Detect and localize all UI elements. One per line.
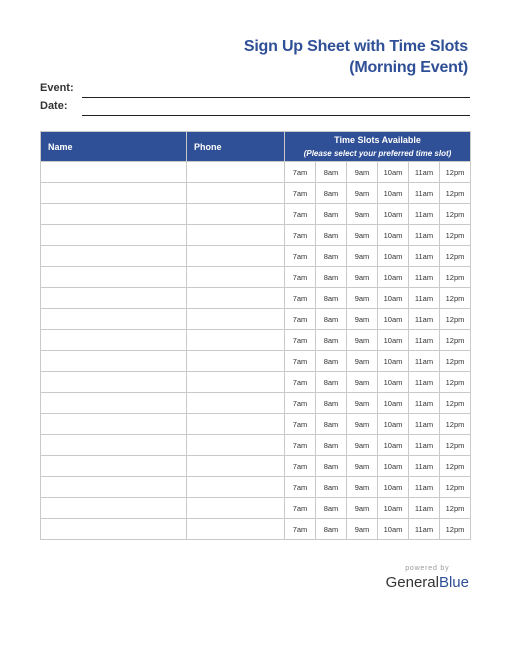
time-slot-cell[interactable]: 10am: [378, 351, 409, 372]
time-slot-cell[interactable]: 12pm: [440, 309, 471, 330]
time-slot-cell[interactable]: 10am: [378, 330, 409, 351]
time-slot-cell[interactable]: 8am: [316, 456, 347, 477]
title-line-2: (Morning Event): [349, 59, 468, 76]
time-slot-cell[interactable]: 11am: [409, 225, 440, 246]
time-slot-cell[interactable]: 10am: [378, 414, 409, 435]
event-field[interactable]: [40, 82, 470, 100]
time-slot-cell[interactable]: 11am: [409, 351, 440, 372]
time-slot-cell[interactable]: 9am: [347, 183, 378, 204]
time-slot-cell[interactable]: 11am: [409, 456, 440, 477]
time-slot-cell[interactable]: 8am: [316, 393, 347, 414]
table-row: [41, 477, 471, 498]
phone-cell[interactable]: [187, 204, 285, 225]
table-row: [41, 330, 471, 351]
phone-cell[interactable]: [187, 477, 285, 498]
footer-branding: [386, 565, 469, 591]
phone-cell[interactable]: [187, 519, 285, 540]
date-field[interactable]: [40, 100, 470, 118]
name-cell[interactable]: [41, 351, 187, 372]
phone-cell[interactable]: [187, 183, 285, 204]
time-slot-cell[interactable]: 10am: [378, 519, 409, 540]
table-row: [41, 414, 471, 435]
time-slot-cell[interactable]: 8am: [316, 498, 347, 519]
time-slot-cell[interactable]: 12pm: [440, 456, 471, 477]
table-row: [41, 246, 471, 267]
phone-cell[interactable]: [187, 267, 285, 288]
name-cell[interactable]: [41, 162, 187, 183]
time-slot-cell[interactable]: 11am: [409, 414, 440, 435]
phone-column-header: Phone: [187, 132, 285, 162]
time-slot-cell[interactable]: 12pm: [440, 414, 471, 435]
table-row: [41, 351, 471, 372]
table-row: [41, 267, 471, 288]
table-row: [41, 288, 471, 309]
name-cell[interactable]: [41, 414, 187, 435]
time-slot-cell[interactable]: 9am: [347, 351, 378, 372]
name-cell[interactable]: [41, 183, 187, 204]
time-slot-cell[interactable]: 10am: [378, 477, 409, 498]
table-row: [41, 372, 471, 393]
time-slot-cell[interactable]: 11am: [409, 498, 440, 519]
time-slot-cell[interactable]: 11am: [409, 477, 440, 498]
time-slot-cell[interactable]: 7am: [285, 162, 316, 183]
table-row: [41, 225, 471, 246]
table-row: [41, 204, 471, 225]
time-slot-cell[interactable]: 8am: [316, 477, 347, 498]
time-slot-cell[interactable]: 11am: [409, 393, 440, 414]
time-slot-cell[interactable]: 7am: [285, 372, 316, 393]
time-slots-subtitle: (Please select your preferred time slot): [303, 148, 452, 158]
time-slot-cell[interactable]: 12pm: [440, 288, 471, 309]
time-slot-cell[interactable]: 7am: [285, 330, 316, 351]
time-slot-cell[interactable]: 9am: [347, 309, 378, 330]
date-label: Date:: [40, 100, 68, 112]
table-row: [41, 393, 471, 414]
phone-cell[interactable]: [187, 498, 285, 519]
time-slot-cell[interactable]: 8am: [316, 414, 347, 435]
time-slot-cell[interactable]: 9am: [347, 456, 378, 477]
time-slot-cell[interactable]: 7am: [285, 456, 316, 477]
time-slot-cell[interactable]: 8am: [316, 330, 347, 351]
time-slot-cell[interactable]: 11am: [409, 183, 440, 204]
name-cell[interactable]: [41, 519, 187, 540]
time-slot-cell[interactable]: 9am: [347, 477, 378, 498]
time-slot-cell[interactable]: 8am: [316, 435, 347, 456]
time-slots-title: Time Slots Available: [334, 134, 421, 145]
table-row: [41, 162, 471, 183]
name-cell[interactable]: [41, 288, 187, 309]
time-slot-cell[interactable]: 8am: [316, 162, 347, 183]
table-row: [41, 309, 471, 330]
phone-cell[interactable]: [187, 309, 285, 330]
time-slot-cell[interactable]: 7am: [285, 246, 316, 267]
time-slot-cell[interactable]: 12pm: [440, 393, 471, 414]
time-slot-cell[interactable]: 10am: [378, 162, 409, 183]
time-slot-cell[interactable]: 10am: [378, 225, 409, 246]
time-slot-cell[interactable]: 7am: [285, 183, 316, 204]
time-slot-cell[interactable]: 9am: [347, 288, 378, 309]
time-slot-cell[interactable]: 12pm: [440, 162, 471, 183]
time-slot-cell[interactable]: 7am: [285, 519, 316, 540]
signup-table: [40, 131, 471, 540]
time-slot-cell[interactable]: 8am: [316, 225, 347, 246]
name-cell[interactable]: [41, 498, 187, 519]
time-slot-cell[interactable]: 12pm: [440, 435, 471, 456]
time-slot-cell[interactable]: 12pm: [440, 330, 471, 351]
time-slot-cell[interactable]: 7am: [285, 393, 316, 414]
name-cell[interactable]: [41, 372, 187, 393]
time-slot-cell[interactable]: 12pm: [440, 267, 471, 288]
time-slot-cell[interactable]: 12pm: [440, 477, 471, 498]
time-slot-cell[interactable]: 11am: [409, 330, 440, 351]
time-slot-cell[interactable]: 7am: [285, 477, 316, 498]
time-slot-cell[interactable]: 7am: [285, 288, 316, 309]
time-slot-cell[interactable]: 12pm: [440, 246, 471, 267]
time-slot-cell[interactable]: 8am: [316, 372, 347, 393]
time-slot-cell[interactable]: 8am: [316, 183, 347, 204]
phone-cell[interactable]: [187, 414, 285, 435]
date-line[interactable]: [82, 114, 470, 116]
time-slot-cell[interactable]: 10am: [378, 498, 409, 519]
time-slot-cell[interactable]: 11am: [409, 267, 440, 288]
time-slot-cell[interactable]: 8am: [316, 351, 347, 372]
time-slot-cell[interactable]: 11am: [409, 162, 440, 183]
name-cell[interactable]: [41, 393, 187, 414]
time-slot-cell[interactable]: 11am: [409, 309, 440, 330]
time-slot-cell[interactable]: 11am: [409, 519, 440, 540]
time-slot-cell[interactable]: 12pm: [440, 372, 471, 393]
time-slot-cell[interactable]: 12pm: [440, 204, 471, 225]
time-slot-cell[interactable]: 9am: [347, 162, 378, 183]
time-slot-cell[interactable]: 11am: [409, 204, 440, 225]
time-slot-cell[interactable]: 9am: [347, 330, 378, 351]
time-slot-cell[interactable]: 11am: [409, 435, 440, 456]
brand-name-part1: General: [385, 574, 439, 591]
name-cell[interactable]: [41, 435, 187, 456]
time-slot-cell[interactable]: 8am: [316, 519, 347, 540]
time-slot-cell[interactable]: 10am: [378, 309, 409, 330]
time-slots-header: [285, 132, 471, 162]
time-slot-cell[interactable]: 10am: [378, 393, 409, 414]
time-slot-cell[interactable]: 11am: [409, 372, 440, 393]
name-cell[interactable]: [41, 477, 187, 498]
time-slot-cell[interactable]: 7am: [285, 267, 316, 288]
time-slot-cell[interactable]: 10am: [378, 372, 409, 393]
time-slot-cell[interactable]: 7am: [285, 435, 316, 456]
time-slot-cell[interactable]: 10am: [378, 204, 409, 225]
phone-cell[interactable]: [187, 372, 285, 393]
time-slot-cell[interactable]: 7am: [285, 351, 316, 372]
time-slot-cell[interactable]: 8am: [316, 204, 347, 225]
time-slot-cell[interactable]: 10am: [378, 246, 409, 267]
brand-logo: [386, 574, 469, 591]
time-slot-cell[interactable]: 8am: [316, 309, 347, 330]
time-slot-cell[interactable]: 8am: [316, 246, 347, 267]
phone-cell[interactable]: [187, 162, 285, 183]
name-cell[interactable]: [41, 204, 187, 225]
time-slot-cell[interactable]: 9am: [347, 246, 378, 267]
time-slot-cell[interactable]: 9am: [347, 225, 378, 246]
time-slot-cell[interactable]: 10am: [378, 435, 409, 456]
time-slot-cell[interactable]: 11am: [409, 288, 440, 309]
time-slot-cell[interactable]: 12pm: [440, 519, 471, 540]
time-slot-cell[interactable]: 10am: [378, 267, 409, 288]
table-row: [41, 456, 471, 477]
time-slot-cell[interactable]: 12pm: [440, 498, 471, 519]
phone-cell[interactable]: [187, 225, 285, 246]
phone-cell[interactable]: [187, 456, 285, 477]
document-title: [244, 36, 468, 78]
time-slot-cell[interactable]: 9am: [347, 498, 378, 519]
time-slot-cell[interactable]: 12pm: [440, 183, 471, 204]
event-line[interactable]: [82, 96, 470, 98]
time-slot-cell[interactable]: 12pm: [440, 225, 471, 246]
time-slot-cell[interactable]: 9am: [347, 267, 378, 288]
time-slot-cell[interactable]: 7am: [285, 498, 316, 519]
phone-cell[interactable]: [187, 351, 285, 372]
event-label: Event:: [40, 82, 74, 94]
name-cell[interactable]: [41, 267, 187, 288]
name-cell[interactable]: [41, 456, 187, 477]
time-slot-cell[interactable]: 8am: [316, 288, 347, 309]
time-slot-cell[interactable]: 8am: [316, 267, 347, 288]
time-slot-cell[interactable]: 9am: [347, 519, 378, 540]
time-slot-cell[interactable]: 9am: [347, 414, 378, 435]
time-slot-cell[interactable]: 11am: [409, 246, 440, 267]
phone-cell[interactable]: [187, 435, 285, 456]
table-body: [41, 162, 471, 540]
name-cell[interactable]: [41, 330, 187, 351]
name-column-header: Name: [41, 132, 187, 162]
powered-by-text: powered by: [405, 565, 450, 572]
time-slot-cell[interactable]: 7am: [285, 414, 316, 435]
time-slot-cell[interactable]: 10am: [378, 183, 409, 204]
phone-cell[interactable]: [187, 288, 285, 309]
phone-cell[interactable]: [187, 330, 285, 351]
table-row: [41, 519, 471, 540]
time-slot-cell[interactable]: 7am: [285, 204, 316, 225]
time-slot-cell[interactable]: 10am: [378, 456, 409, 477]
brand-name-part2: Blue: [438, 574, 469, 591]
phone-cell[interactable]: [187, 246, 285, 267]
table-row: [41, 498, 471, 519]
time-slot-cell[interactable]: 7am: [285, 309, 316, 330]
name-cell[interactable]: [41, 225, 187, 246]
time-slot-cell[interactable]: 9am: [347, 435, 378, 456]
time-slot-cell[interactable]: 9am: [347, 393, 378, 414]
name-cell[interactable]: [41, 246, 187, 267]
table-row: [41, 183, 471, 204]
title-line-1: Sign Up Sheet with Time Slots: [243, 38, 468, 55]
time-slot-cell[interactable]: 9am: [347, 372, 378, 393]
name-cell[interactable]: [41, 309, 187, 330]
time-slot-cell[interactable]: 9am: [347, 204, 378, 225]
phone-cell[interactable]: [187, 393, 285, 414]
time-slot-cell[interactable]: 7am: [285, 225, 316, 246]
table-row: [41, 435, 471, 456]
time-slot-cell[interactable]: 12pm: [440, 351, 471, 372]
time-slot-cell[interactable]: 10am: [378, 288, 409, 309]
